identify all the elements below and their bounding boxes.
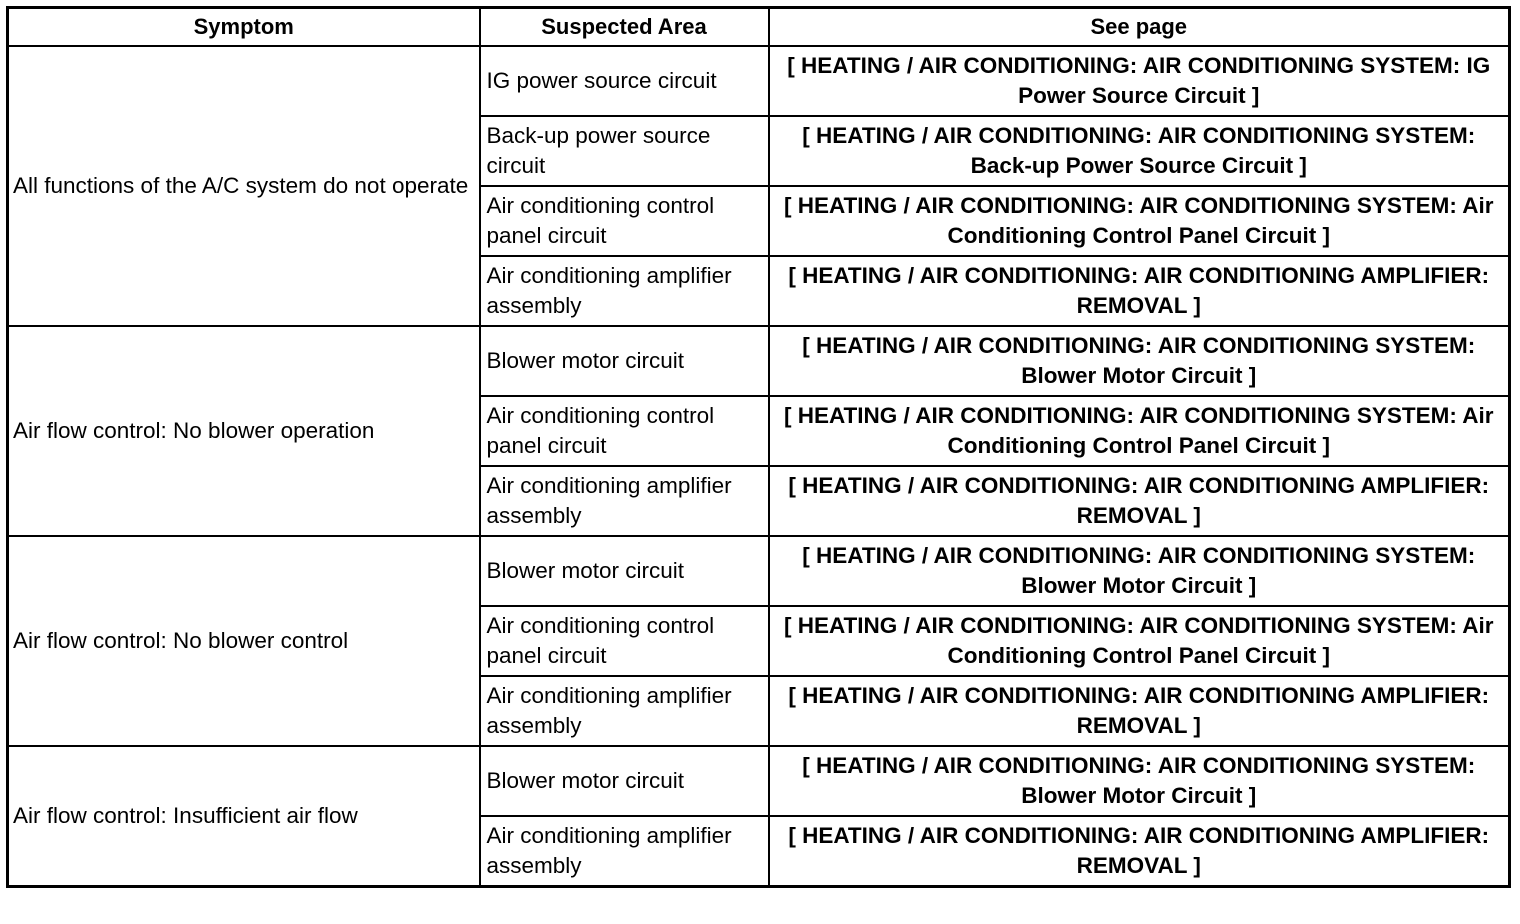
symptom-cell: Air flow control: No blower control <box>8 536 480 746</box>
symptom-table <box>6 6 1511 888</box>
table-row <box>8 536 1510 606</box>
suspected-area-cell: Blower motor circuit <box>480 536 769 606</box>
suspected-area-cell: Air conditioning amplifier assembly <box>480 816 769 887</box>
table-container <box>6 6 1511 888</box>
see-page-link[interactable]: [ HEATING / AIR CONDITIONING: AIR CONDITIONING SYSTEM: Blower Motor Circuit ] <box>769 536 1510 606</box>
header-suspected-area: Suspected Area <box>480 8 769 47</box>
header-symptom: Symptom <box>8 8 480 47</box>
suspected-area-cell: Blower motor circuit <box>480 746 769 816</box>
table-row <box>8 326 1510 396</box>
symptom-cell: Air flow control: No blower operation <box>8 326 480 536</box>
suspected-area-cell: Air conditioning amplifier assembly <box>480 466 769 536</box>
suspected-area-cell: Air conditioning amplifier assembly <box>480 676 769 746</box>
see-page-link[interactable]: [ HEATING / AIR CONDITIONING: AIR CONDITIONING SYSTEM: Blower Motor Circuit ] <box>769 746 1510 816</box>
header-row <box>8 8 1510 47</box>
symptom-cell: Air flow control: Insufficient air flow <box>8 746 480 887</box>
symptom-cell: All functions of the A/C system do not operate <box>8 46 480 326</box>
see-page-link[interactable]: [ HEATING / AIR CONDITIONING: AIR CONDITIONING SYSTEM: IG Power Source Circuit ] <box>769 46 1510 116</box>
suspected-area-cell: IG power source circuit <box>480 46 769 116</box>
table-row <box>8 46 1510 116</box>
suspected-area-cell: Air conditioning control panel circuit <box>480 396 769 466</box>
suspected-area-cell: Air conditioning control panel circuit <box>480 186 769 256</box>
see-page-link[interactable]: [ HEATING / AIR CONDITIONING: AIR CONDITIONING AMPLIFIER: REMOVAL ] <box>769 256 1510 326</box>
see-page-link[interactable]: [ HEATING / AIR CONDITIONING: AIR CONDITIONING AMPLIFIER: REMOVAL ] <box>769 466 1510 536</box>
suspected-area-cell: Air conditioning control panel circuit <box>480 606 769 676</box>
suspected-area-cell: Blower motor circuit <box>480 326 769 396</box>
header-see-page: See page <box>769 8 1510 47</box>
see-page-link[interactable]: [ HEATING / AIR CONDITIONING: AIR CONDITIONING SYSTEM: Air Conditioning Control Panel Circuit ] <box>769 396 1510 466</box>
suspected-area-cell: Back-up power source circuit <box>480 116 769 186</box>
see-page-link[interactable]: [ HEATING / AIR CONDITIONING: AIR CONDITIONING AMPLIFIER: REMOVAL ] <box>769 816 1510 887</box>
see-page-link[interactable]: [ HEATING / AIR CONDITIONING: AIR CONDITIONING SYSTEM: Air Conditioning Control Panel Circuit ] <box>769 186 1510 256</box>
see-page-link[interactable]: [ HEATING / AIR CONDITIONING: AIR CONDITIONING AMPLIFIER: REMOVAL ] <box>769 676 1510 746</box>
suspected-area-cell: Air conditioning amplifier assembly <box>480 256 769 326</box>
see-page-link[interactable]: [ HEATING / AIR CONDITIONING: AIR CONDITIONING SYSTEM: Air Conditioning Control Panel Circuit ] <box>769 606 1510 676</box>
see-page-link[interactable]: [ HEATING / AIR CONDITIONING: AIR CONDITIONING SYSTEM: Back-up Power Source Circuit ] <box>769 116 1510 186</box>
see-page-link[interactable]: [ HEATING / AIR CONDITIONING: AIR CONDITIONING SYSTEM: Blower Motor Circuit ] <box>769 326 1510 396</box>
table-row <box>8 746 1510 816</box>
